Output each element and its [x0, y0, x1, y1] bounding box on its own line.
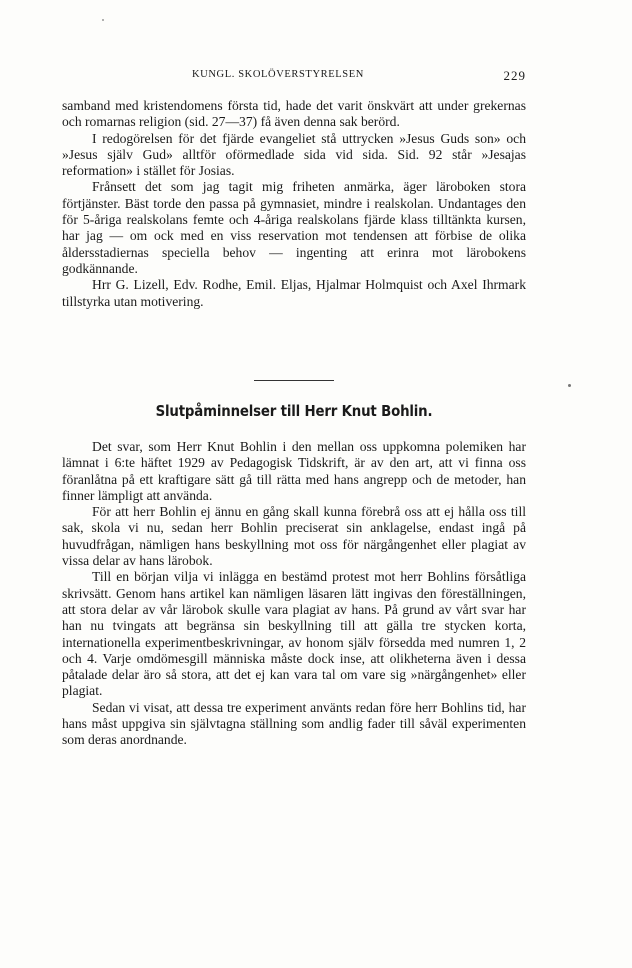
running-header: [62, 69, 526, 83]
speck: [102, 19, 104, 21]
paragraph: Frånsett det som jag tagit mig friheten anmärka, äger läroboken stora förtjänster. Bäst torde den passa på gymnasiet, mindre i realskolan. Undantages den för 5-åriga realskolans femte och 4-åriga realskolans fjärde klass tilltänkta kursen, har jag — om ock med en viss reservation mot tendensen att förbise de olika åldersstadiernas speciella behov — ingenting att erinra mot lärobokens godkännande.: [62, 179, 526, 276]
article-text: [62, 439, 526, 749]
page-number: 229: [503, 68, 526, 83]
section-divider: [254, 380, 334, 381]
paragraph: samband med kristendomens första tid, hade det varit önskvärt att under grekernas och romarnas religion (sid. 27—37) få även denna sak berörd.: [62, 98, 526, 130]
paragraph: Hrr G. Lizell, Edv. Rodhe, Emil. Eljas, Hjalmar Holmquist och Axel Ihrmark tillstyrka utan motivering.: [62, 277, 526, 309]
paragraph: I redogörelsen för det fjärde evangeliet stå uttrycken »Jesus Guds son» och »Jesus själv Gud» alltför oförmedlade sida vid sida. Sid. 92 står »Jesajas reformation» i stället för Josias.: [62, 130, 526, 179]
speck: [568, 384, 571, 387]
paragraph: Sedan vi visat, att dessa tre experiment använts redan före herr Bohlins tid, har hans måst uppgiva sin självtagna ställning som andlig fader till såväl experimenten som deras anordnande.: [62, 699, 526, 748]
section-heading: Slutpåminnelser till Herr Knut Bohlin.: [155, 402, 433, 420]
header-title: KUNGL. SKOLÖVERSTYRELSEN: [192, 69, 364, 80]
paragraph: Till en början vilja vi inlägga en bestämd protest mot herr Bohlins försåtliga skrivsätt. Genom hans artikel kan nämligen läsaren lätt ingivas den föreställningen, att stora delar av vår lärobok skulle vara plagiat av hans. På grund av vårt svar har han nu tvingats att begränsa sin beskyllning till att gälla tre stycken korta, internationella experimentbeskrivningar, av honom själv försedda med numren 1, 2 och 4. Varje omdömesgill människa måste dock inse, att olikheterna även i dessa påtalade delar äro så stora, att det ej kan vara tal om vare sig »närgångenhet» eller plagiat.: [62, 569, 526, 699]
review-text: [62, 98, 526, 310]
paragraph: Det svar, som Herr Knut Bohlin i den mellan oss uppkomna polemiken har lämnat i 6:te häftet 1929 av Pedagogisk Tidskrift, är av den art, att vi finna oss föranlåtna på ett kraftigare sätt gå till rätta med hans angrepp och de metoder, han finner lämpligt att använda.: [62, 439, 526, 503]
paragraph: För att herr Bohlin ej ännu en gång skall kunna förebrå oss att ej hålla oss till sak, skola vi nu, sedan herr Bohlin preciserat sin anklagelse, endast ingå på huvudfrågan, nämligen hans beskyllning mot oss för närgångenhet eller plagiat av vissa delar av hans lärobok.: [62, 504, 526, 569]
